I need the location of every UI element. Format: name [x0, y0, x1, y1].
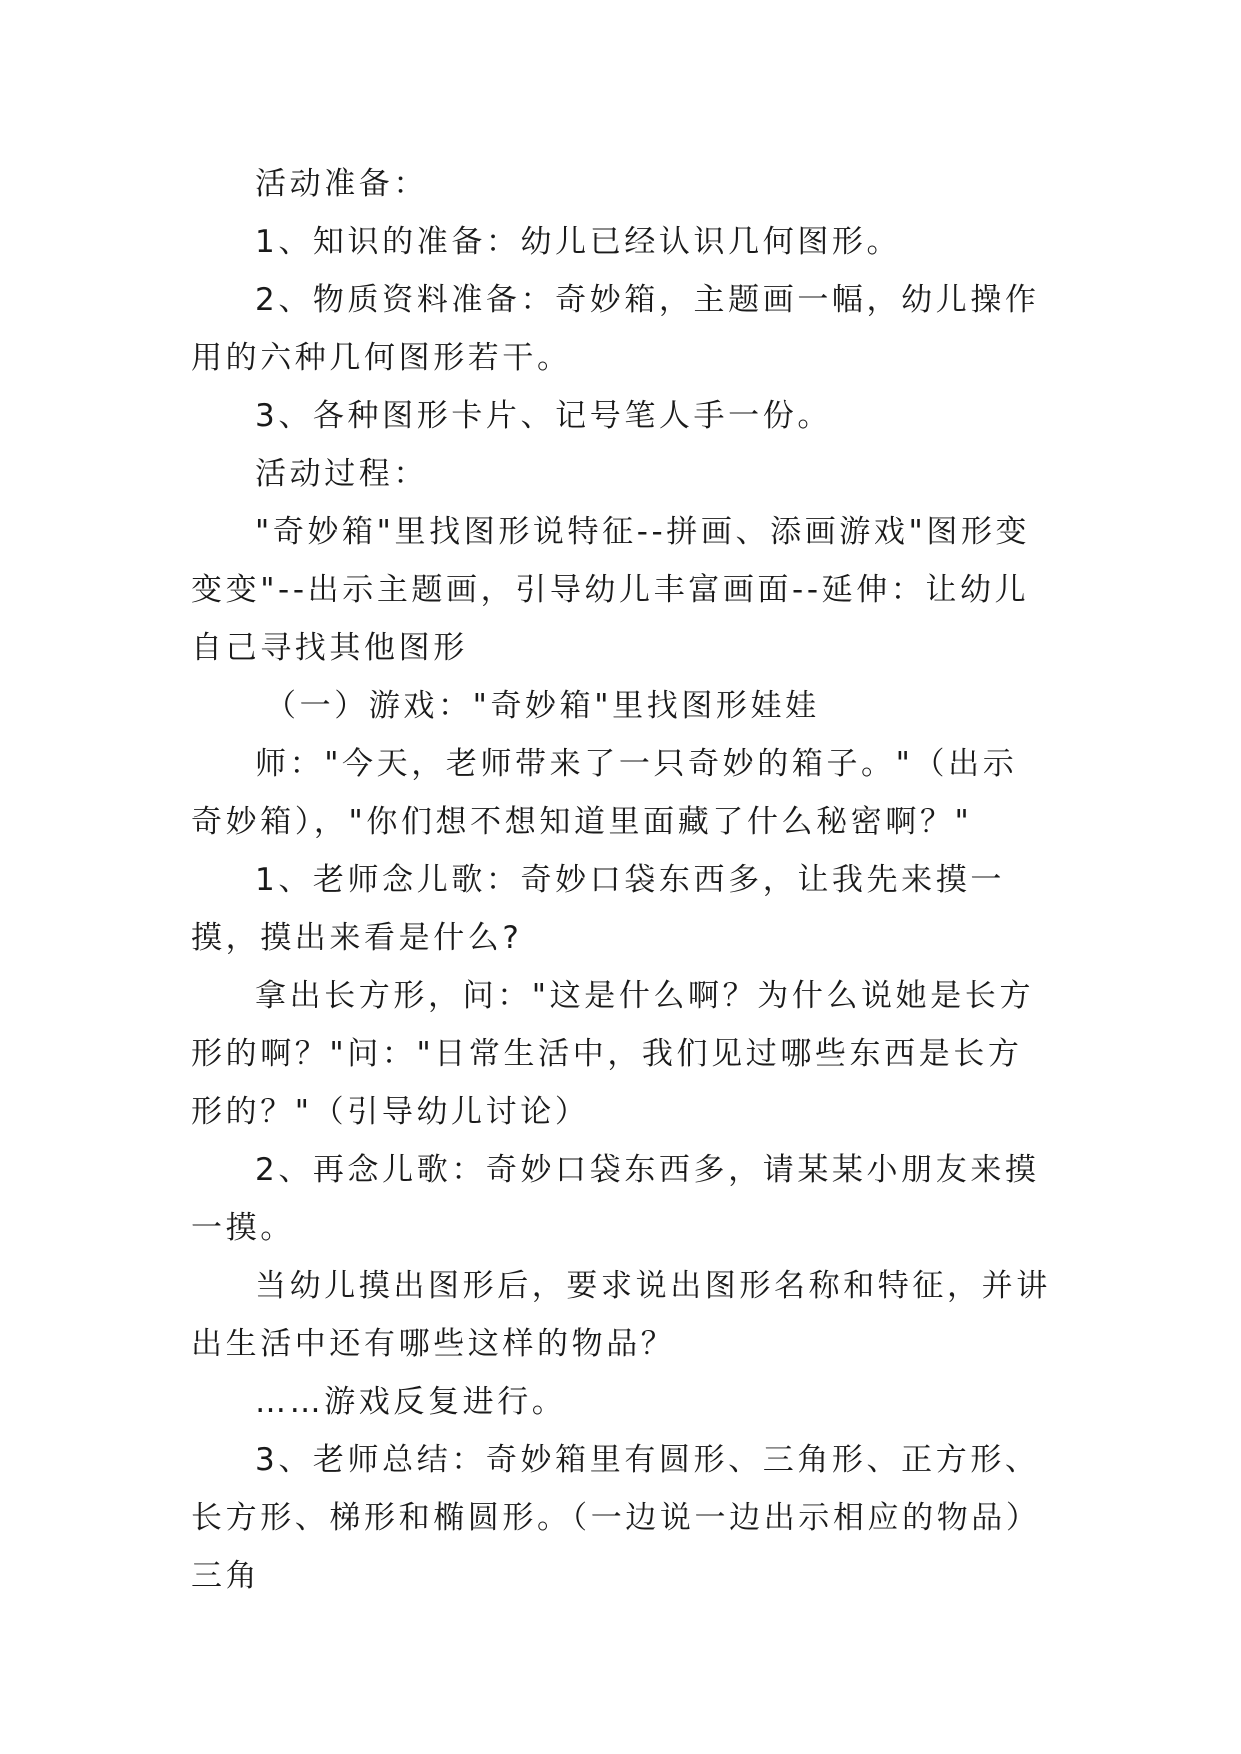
paragraph-prep-3: 3、各种图形卡片、记号笔人手一份。 [255, 398, 832, 434]
paragraph-step-3: 3、老师总结：奇妙箱里有圆形、三角形、正方形、长方形、梯形和椭圆形。（一边说一边出示相应的物品）三角 [191, 1442, 1041, 1594]
paragraph-rectangle: 拿出长方形，问："这是什么啊？为什么说她是长方形的啊？"问："日常生活中，我们见过哪些东西是长方形的？"（引导幼儿讨论） [191, 978, 1035, 1130]
paragraph-repeat: ……游戏反复进行。 [255, 1384, 567, 1420]
paragraph-process-outline: "奇妙箱"里找图形说特征--拼画、添画游戏"图形变变变"--出示主题画，引导幼儿丰富画面--延伸：让幼儿自己寻找其他图形 [191, 514, 1031, 666]
paragraph-prep-1: 1、知识的准备：幼儿已经认识几何图形。 [255, 224, 902, 260]
document-body [191, 155, 1051, 1605]
paragraph-game-heading: （一）游戏："奇妙箱"里找图形娃娃 [265, 688, 820, 724]
paragraph-prep-2: 2、物质资料准备：奇妙箱，主题画一幅，幼儿操作用的六种几何图形若干。 [191, 282, 1040, 376]
paragraph-step-2: 2、再念儿歌：奇妙口袋东西多，请某某小朋友来摸一摸。 [191, 1152, 1040, 1246]
paragraph-step-1: 1、老师念儿歌：奇妙口袋东西多，让我先来摸一摸，摸出来看是什么? [191, 862, 1005, 956]
paragraph-teacher-intro: 师："今天，老师带来了一只奇妙的箱子。"（出示奇妙箱），"你们想不想知道里面藏了什么秘密啊？" [191, 746, 1018, 840]
paragraph-process-heading: 活动过程： [255, 456, 428, 492]
paragraph-describe: 当幼儿摸出图形后，要求说出图形名称和特征，并讲出生活中还有哪些这样的物品？ [191, 1268, 1051, 1362]
paragraph-prep-heading: 活动准备： [255, 166, 428, 202]
